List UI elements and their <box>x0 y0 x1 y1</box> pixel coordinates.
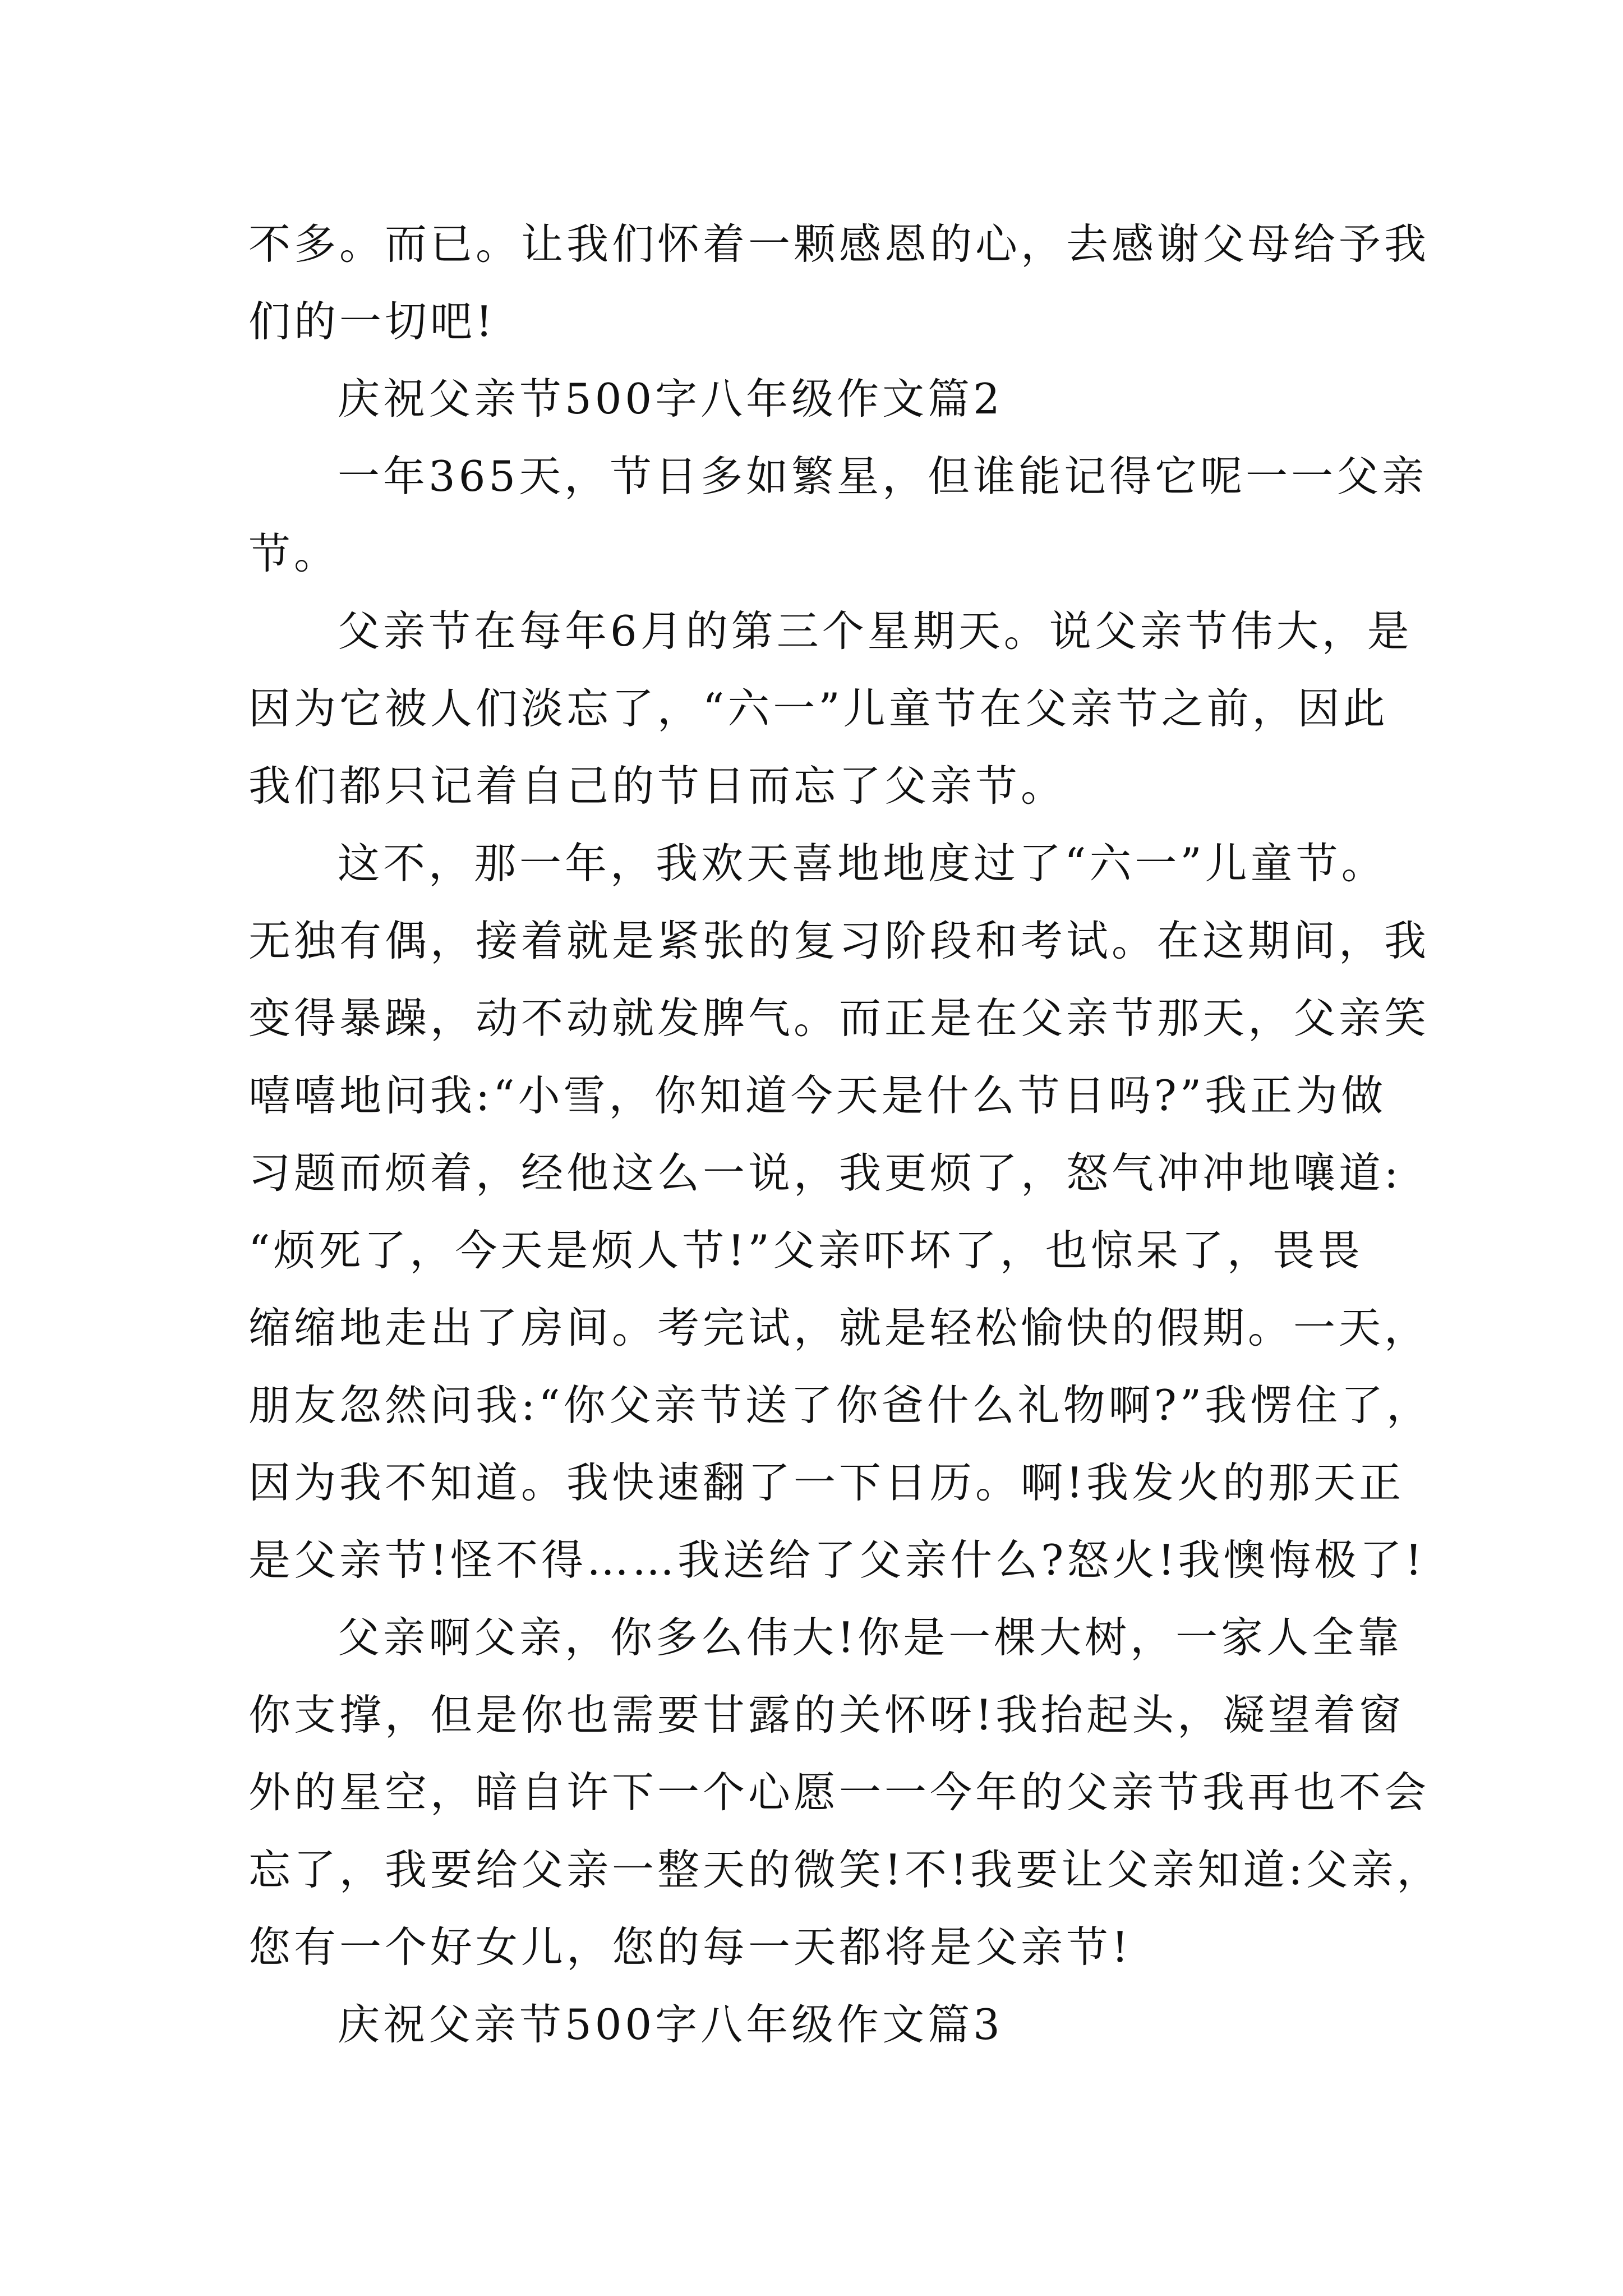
text-line: 我们都只记着自己的节日而忘了父亲节。 <box>248 761 1067 811</box>
text-line: 缩缩地走出了房间。考完试，就是轻松愉快的假期。一天， <box>248 1303 1430 1352</box>
text-line: 嘻嘻地问我:“小雪，你知道今天是什么节日吗?”我正为做 <box>248 1071 1387 1120</box>
text-line: 您有一个好女儿，您的每一天都将是父亲节! <box>248 1922 1132 1972</box>
text-line: 你支撑，但是你也需要甘露的关怀呀!我抬起头，凝望着窗 <box>248 1690 1405 1740</box>
text-line: 这不，那一年，我欢天喜地地度过了“六一”儿童节。 <box>338 839 1387 888</box>
text-line: 因为我不知道。我快速翻了一下日历。啊!我发火的那天正 <box>248 1458 1405 1507</box>
text-line: 朋友忽然问我:“你父亲节送了你爸什么礼物啊?”我愣住了， <box>248 1381 1432 1430</box>
text-line: 一年365天，节日多如繁星，但谁能记得它呢一一父亲 <box>338 452 1428 501</box>
text-line: 父亲节在每年6月的第三个星期天。说父亲节伟大，是 <box>338 606 1413 656</box>
text-line: 不多。而已。让我们怀着一颗感恩的心，去感谢父母给予我 <box>248 219 1430 269</box>
text-line: 节。 <box>248 529 340 578</box>
text-line: 是父亲节!怪不得……我送给了父亲什么?怒火!我懊悔极了! <box>248 1535 1426 1585</box>
text-line: 父亲啊父亲，你多么伟大!你是一棵大树，一家人全靠 <box>338 1613 1403 1662</box>
text-line: 习题而烦着，经他这么一说，我更烦了，怒气冲冲地嚷道: <box>248 1148 1402 1198</box>
text-line: 因为它被人们淡忘了，“六一”儿童节在父亲节之前，因此 <box>248 684 1389 733</box>
section-heading: 庆祝父亲节500字八年级作文篇3 <box>338 2000 1003 2049</box>
text-line: “烦死了，今天是烦人节!”父亲吓坏了，也惊呆了，畏畏 <box>248 1226 1363 1275</box>
section-heading: 庆祝父亲节500字八年级作文篇2 <box>338 374 1003 424</box>
text-line: 外的星空，暗自许下一个心愿一一今年的父亲节我再也不会 <box>248 1768 1430 1817</box>
text-line: 无独有偶，接着就是紧张的复习阶段和考试。在这期间，我 <box>248 916 1430 965</box>
text-line: 变得暴躁，动不动就发脾气。而正是在父亲节那天，父亲笑 <box>248 993 1430 1043</box>
text-line: 们的一切吧! <box>248 297 496 346</box>
text-line: 忘了，我要给父亲一整天的微笑!不!我要让父亲知道:父亲， <box>248 1845 1442 1894</box>
